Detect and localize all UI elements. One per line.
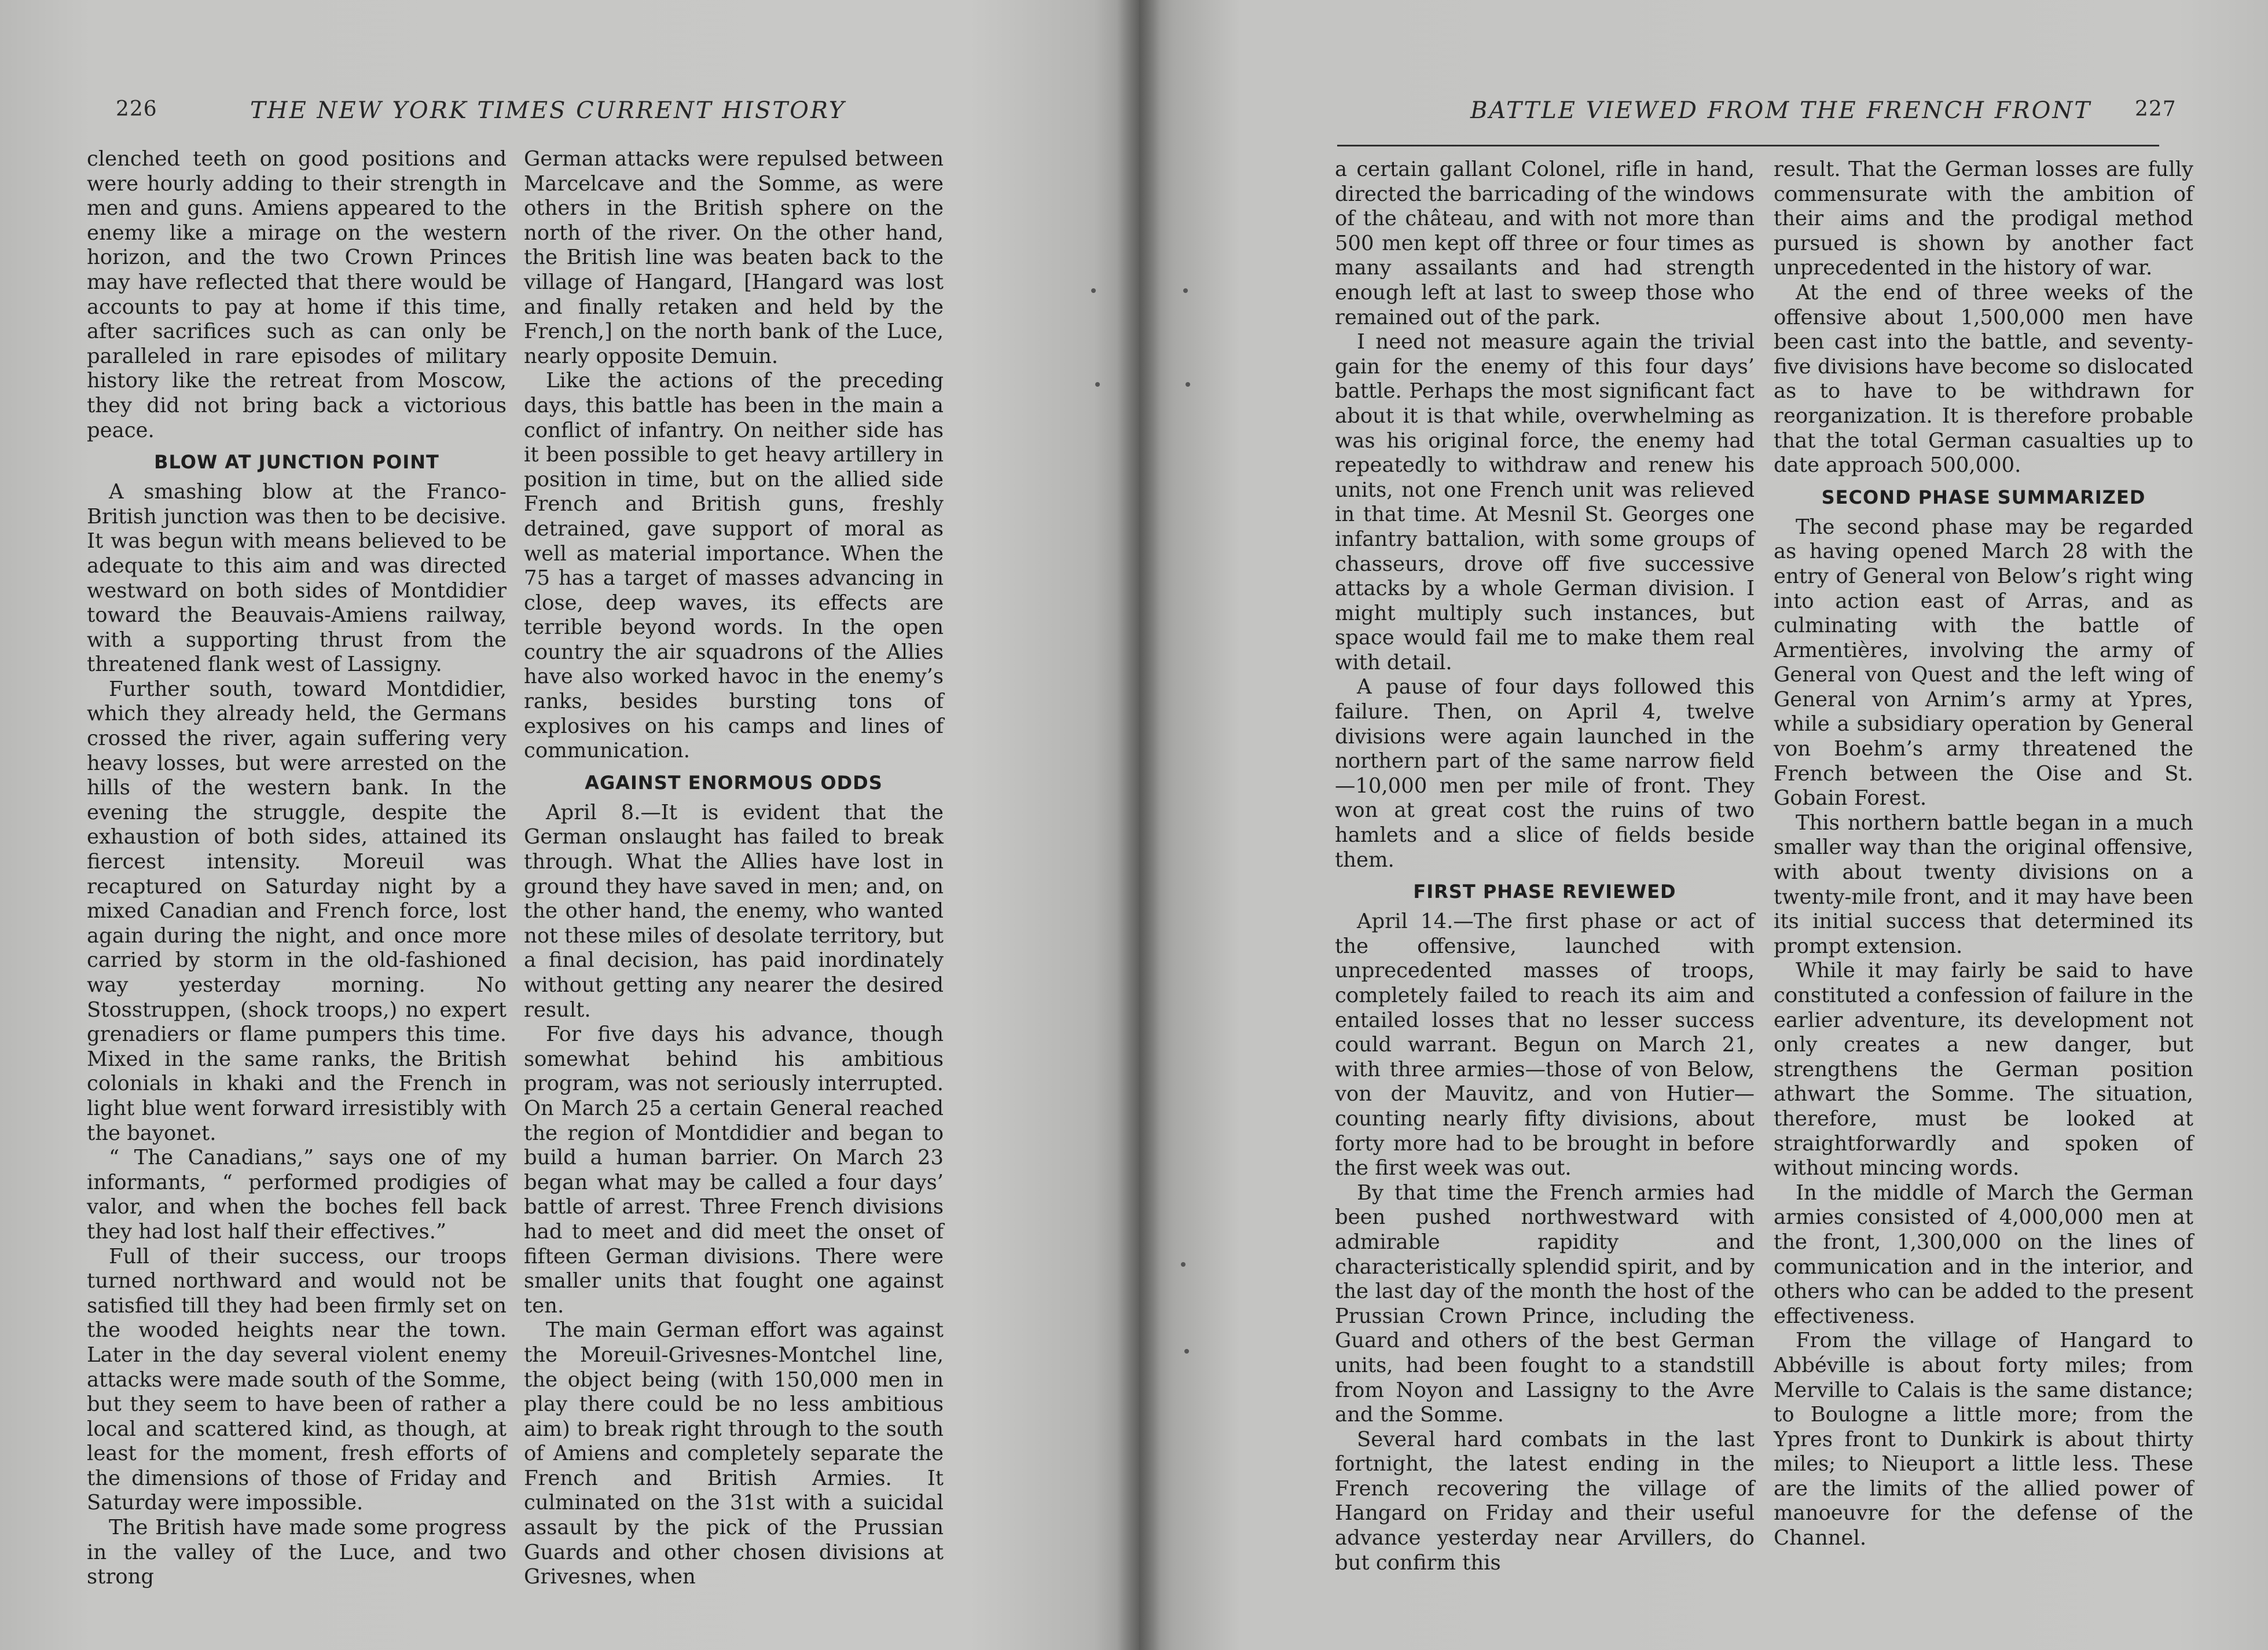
right-column-1	[1335, 157, 1755, 1575]
paper-speck	[1095, 382, 1100, 387]
paragraph: German attacks were repulsed between Marcelcave and the Somme, as were others in the British sphere on the north of the river. On the other hand, the British line was beaten back to the village of Hangard, [Hangard was lost and finally retaken and held by the French,] on the north bank of the Luce, nearly opposite Demuin.	[524, 147, 944, 368]
paragraph: Several hard combats in the last fortnight, the latest ending in the French recovering the village of Hangard on Friday and their useful advance yesterday near Arvillers, do but confirm this	[1335, 1427, 1755, 1575]
right-header	[1139, 97, 2268, 134]
paragraph: This northern battle began in a much smaller way than the original offensive, with about twenty divisions on a twenty-mile front, and it may have been its initial success that determined its prompt extension.	[1774, 811, 2193, 958]
paragraph: In the middle of March the German armies consisted of 4,000,000 men at the front, 1,300,000 on the lines of communication and in the interior, and others who can be added to the present effectiveness.	[1774, 1180, 2193, 1328]
paragraph: The second phase may be regarded as having opened March 28 with the entry of General von Below’s right wing into action east of Arras, and as culminating with the battle of Armentières, involving the army of General von Quest and the left wing of General von Arnim’s army at Ypres, while a subsidiary operation by General von Boehm’s army threatened the French between the Oise and St. Gobain Forest.	[1774, 515, 2193, 811]
left-header	[0, 97, 1139, 134]
paragraph: April 8.—It is evident that the German onslaught has failed to break through. What the Allies have lost in ground they have saved in men; and, on the other hand, the enemy, who wanted not these miles of desolate territory, but a final decision, has paid inordinately without getting any nearer the desired result.	[524, 800, 944, 1022]
paper-speck	[1181, 1262, 1186, 1267]
paper-speck	[1184, 1349, 1189, 1354]
section-heading: SECOND PHASE SUMMARIZED	[1821, 486, 2146, 508]
paragraph: Full of their success, our troops turned northward and would not be satisfied till they had been firmly set on the wooded heights near the town. Later in the day several violent enemy attacks were made south of the Somme, but they seem to have been of rather a local and scattered kind, as though, at least for the moment, fresh efforts of the dimensions of those of Friday and Saturday were impossible.	[87, 1244, 507, 1515]
section-heading: BLOW AT JUNCTION POINT	[154, 451, 439, 474]
section-heading: FIRST PHASE REVIEWED	[1413, 881, 1676, 903]
paragraph: “ The Canadians,” says one of my informants, “ performed prodigies of valor, and when the boches fell back they had lost half their effectives.”	[87, 1146, 507, 1244]
paragraph: While it may fairly be said to have constituted a confession of failure in the earlier adventure, its development not only creates a new danger, but strengthens the German position athwart the Somme. The situation, therefore, must be looked at straightforwardly and spoken of without mincing words.	[1774, 959, 2193, 1180]
left-column-2	[524, 147, 944, 1589]
left-page-number: 226	[116, 97, 157, 121]
paragraph: April 14.—The first phase or act of the offensive, launched with unprecedented masses of troops, completely failed to reach its aim and entailed losses that no lesser success could warrant. Begun on March 21, with three armies—those of von Below, von der Mauvitz, and von Hutier—counting nearly fifty divisions, about forty more had to be brought in before the first week was out.	[1335, 910, 1755, 1180]
paper-speck	[1186, 382, 1190, 387]
paragraph: A pause of four days followed this failure. Then, on April 4, twelve divisions were again launched in the northern part of the same narrow field—10,000 men per mile of front. They won at great cost the ruins of two hamlets and a slice of fields beside them.	[1335, 675, 1755, 872]
paragraph: From the village of Hangard to Abbéville is about forty miles; from Merville to Calais is the same distance; to Boulogne a little more; from the Ypres front to Dunkirk is about thirty miles; to Nieuport a little less. These are the limits of the allied power of manoeuvre for the defense of the Channel.	[1774, 1329, 2193, 1550]
paragraph: Like the actions of the preceding days, this battle has been in the main a conflict of infantry. On neither side has it been possible to get heavy artillery in position in time, but on the allied side French and British guns, freshly detrained, gave support of moral as well as material importance. When the 75 has a target of masses advancing in close, deep waves, its effects are terrible beyond words. In the open country the air squadrons of the Allies have also worked havoc in the enemy’s ranks, besides bursting tons of explosives on his camps and lines of communication.	[524, 369, 944, 763]
right-running-title: BATTLE VIEWED FROM THE FRENCH FRONT	[1470, 97, 2092, 124]
right-column-2	[1774, 157, 2193, 1564]
paragraph: a certain gallant Colonel, rifle in hand, directed the barricading of the windows of the château, and with not more than 500 men kept off three or four times as many assailants and had strength enough left at last to sweep those who remained out of the park.	[1335, 157, 1755, 329]
paper-speck	[1183, 288, 1188, 293]
paragraph: At the end of three weeks of the offensive about 1,500,000 men have been cast into the battle, and seventy-five divisions have become so dislocated as to have to be withdrawn for reorganization. It is therefore probable that the total German casualties up to date approach 500,000.	[1774, 280, 2193, 478]
paragraph: For five days his advance, though somewhat behind his ambitious program, was not seriously interrupted. On March 25 a certain General reached the region of Montdidier and began to build a human barrier. On March 23 began what may be called a four days’ battle of arrest. Three French divisions had to meet and did meet the onset of fifteen German divisions. There were smaller units that fought one against ten.	[524, 1022, 944, 1318]
paragraph: I need not measure again the trivial gain for the enemy of this four days’ battle. Perhaps the most significant fact about it is that while, overwhelming as was his original force, the enemy had repeatedly to withdraw and renew his units, not one French unit was relieved in that time. At Mesnil St. Georges one infantry battalion, with some groups of chasseurs, drove off five successive attacks by a whole German division. I might multiply such instances, but space would fail me to make them real with detail.	[1335, 330, 1755, 674]
paragraph: Further south, toward Montdidier, which they already held, the Germans crossed the river, again suffering very heavy losses, but were arrested on the hills of the western bank. In the evening the struggle, despite the exhaustion of both sides, attained its fiercest intensity. Moreuil was recaptured on Saturday night by a mixed Canadian and French force, lost again during the night, and once more carried by storm in the old-fashioned way yesterday morning. No Stosstruppen, (shock troops,) no expert grenadiers or flame pumpers this time. Mixed in the same ranks, the British colonials in khaki and the French in light blue went forward irresistibly with the bayonet.	[87, 677, 507, 1145]
book-gutter	[1117, 0, 1161, 1650]
paragraph: The British have made some progress in the valley of the Luce, and two strong	[87, 1516, 507, 1589]
paragraph: result. That the German losses are fully commensurate with the ambition of their aims and the prodigal method pursued is shown by another fact unprecedented in the history of war.	[1774, 157, 2193, 280]
right-page-number: 227	[2135, 97, 2177, 121]
paper-speck	[1091, 288, 1096, 293]
paragraph: A smashing blow at the Franco-British junction was then to be decisive. It was begun with means believed to be adequate to this aim and was directed westward on both sides of Montdidier toward the Beauvais-Amiens railway, with a supporting thrust from the threatened flank west of Lassigny.	[87, 480, 507, 677]
right-page	[1139, 0, 2268, 1650]
section-heading: AGAINST ENORMOUS ODDS	[585, 771, 883, 794]
paragraph: clenched teeth on good positions and were hourly adding to their strength in men and guns. Amiens appeared to the enemy like a mirage on the western horizon, and the two Crown Princes may have reflected that there would be accounts to pay at home if this time, after sacrifices such as can only be paralleled in rare episodes of military history like the retreat from Moscow, they did not bring back a victorious peace.	[87, 147, 507, 442]
paragraph: By that time the French armies had been pushed northwestward with admirable rapidity and characteristically splendid spirit, and by the last day of the month the host of the Prussian Crown Prince, including the Guard and others of the best German units, had been fought to a standstill from Noyon and Lassigny to the Avre and the Somme.	[1335, 1180, 1755, 1427]
left-column-1	[87, 147, 507, 1589]
header-rule	[1337, 145, 2159, 146]
paragraph: The main German effort was against the Moreuil-Grivesnes-Montchel line, the object being (with 150,000 men in play there could be no less ambitious aim) to break right through to the south of Amiens and completely separate the French and British Armies. It culminated on the 31st with a suicidal assault by the pick of the Prussian Guards and other chosen divisions at Grivesnes, when	[524, 1318, 944, 1589]
left-running-title: THE NEW YORK TIMES CURRENT HISTORY	[250, 97, 846, 124]
